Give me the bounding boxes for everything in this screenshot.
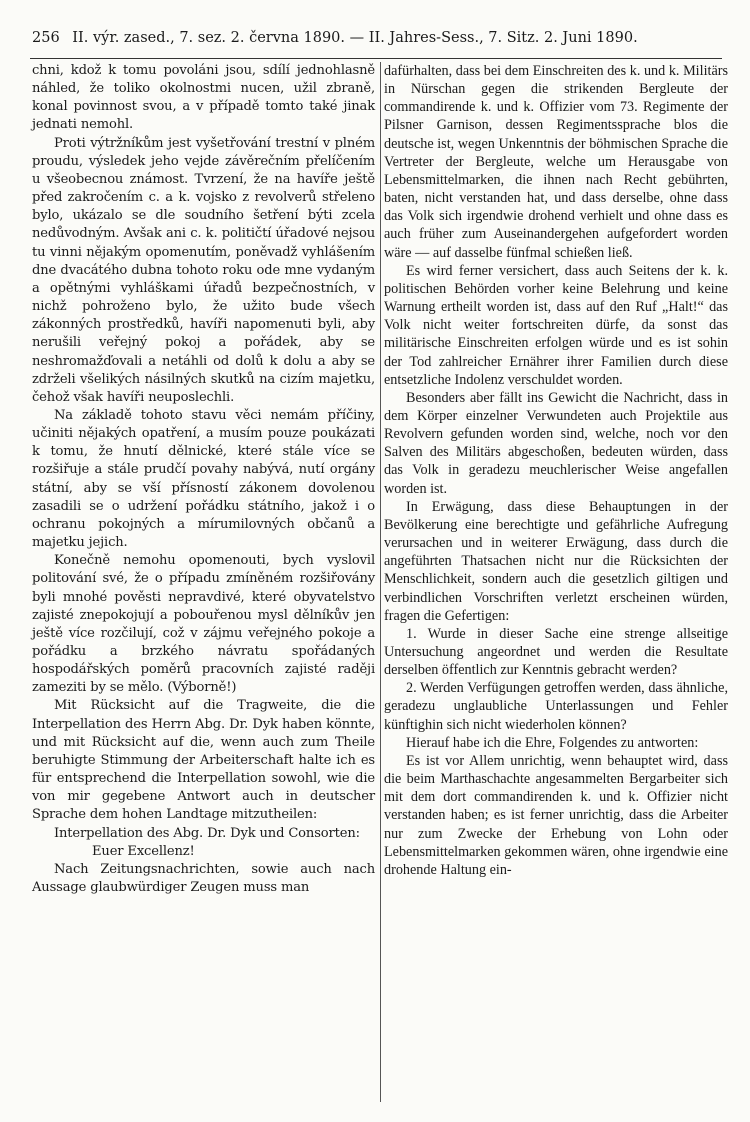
page-number: 256 [32,30,60,46]
left-paragraph: Konečně nemohu opomenouti, bych vyslovil politování své, že o případu zmíněném rozšiřovány byli mnohé pověsti nepravdivé, které obyvatelstvo zajisté znepokojují a pobouřenou mysl dělníkův jen ještě více rozčilují, což v zájmu veřejného pokoje a pořádku a brzkého návratu spořádaných hospodářských poměrů pracovních zajisté raději zameziti by se mělo. (Výborně!) [32,553,375,696]
right-paragraph: 2. Werden Verfügungen getroffen werden, dass ähnliche, geradezu unglaubliche Unterlassungen und Fehler künftighin sich nicht wiederholen können? [384,680,728,733]
left-paragraph: Proti výtržníkům jest vyšetřování trestní v plném proudu, výsledek jeho vejde závěrečním přelíčením u všeobecnou známost. Tvrzení, že na havíře ještě před zakročením c. a k. vojsko z revolverů střeleno bylo, ukázalo se dle soudního šetření býti zcela nedůvodným. Avšak ani c. k. političtí úřadové nejsou tu vinni nějakým opomenutím, poněvadž vyhlášením dne dvacátého dubna tohoto roku ode mne vydaným a opětnými vyhláškami úřadů bezpečnostních, v nichž pohroženo bylo, že užito bude všech zákonných prostředků, havíři napomenuti byli, aby nerušili veřejný pokoj a pořádek, aby se neshromažďovali a netáhli od dolů k dolu a aby se zdrželi všelikých násilných skutků na cizím majetku, čehož však havíři neuposlechli. [32,135,375,405]
column-divider [380,62,381,1102]
header-rule [30,58,722,59]
right-paragraph: Hierauf habe ich die Ehre, Folgendes zu antworten: [406,734,699,751]
right-paragraph: Es wird ferner versichert, dass auch Seitens der k. k. politischen Behörden vorher keine Belehrung und keine Warnung ertheilt worden ist, dass auf den Ruf „Halt!“ das Volk nicht weiter fortschreiten dürfe, da sonst das militärische Einschreiten erfolgen würde und es ist sohin der Tod zahlreicher Ernährer ihrer Familien durch diese entsetzliche Indolenz verschuldet worden. [384,262,728,388]
right-paragraph: dafürhalten, dass bei dem Einschreiten des k. und k. Militärs in Nürschan gegen die strikenden Bergleute der commandirende k. und k. Offizier vom 73. Regimente der Pilsner Garnison, dessen Regimentssprache blos die deutsche ist, wegen Unkenntnis der böhmischen Sprache die Vertreter der Bergleute, welche um Herausgabe von Lebensmittelmarken, die ihnen nach Recht gebührten, baten, nicht verstanden hat, und dass derselbe, ohne dass das Volk sich irgendwie drohend verhielt und ohne dass es auch früher zum Auseinandergehen aufgefordert worden wäre — auf dasselbe fünfmal schießen ließ. [384,63,728,261]
left-paragraph: chni, kdož k tomu povoláni jsou, sdílí jednohlasně náhled, že toliko okolnostmi nucen, užil zbraně, konal povinnost svou, a v případě tomto také jinak jednati nemohl. [32,63,375,133]
right-paragraph: 1. Wurde in dieser Sache eine strenge allseitige Untersuchung angeordnet und werden die Resultate derselben öffentlich zur Kenntnis gebracht werden? [384,625,728,679]
left-paragraph: Na základě tohoto stavu věci nemám příčiny, učiniti nějakých opatření, a musím pouze poukázati k tomu, že hnutí dělnické, které stále více se rozšiřuje a stále prudčí povahy nabývá, nutí orgány státní, aby se vší přísností zákonem dovolenou zasadili se o udržení pořádku státního, jakož i o ochranu pokojných a mírumilovných občanů a majetku jejich. [32,407,375,551]
left-column-czech [32,62,375,897]
right-paragraph: Besonders aber fällt ins Gewicht die Nachricht, dass in dem Körper einzelner Verwundeten auch Projektile aus Revolvern gefunden worden sind, welche, noch vor den Salven des Militärs abgeschoßen, bedeuten würden, dass das Volk in geradezu meuchlerischer Weise angefallen worden ist. [384,389,728,497]
header-title: II. výr. zased., 7. sez. 2. června 1890. — II. Jahres-Sess., 7. Sitz. 2. Juni 1890. [72,30,638,46]
left-paragraph: Nach Zeitungsnachrichten, sowie auch nach Aussage glaubwürdiger Zeugen muss man [32,861,375,896]
page-header [32,28,724,48]
right-paragraph: In Erwägung, dass diese Behauptungen in der Bevölkerung eine berechtigte und gefährliche Aufregung verursachen und in weiterer Erwägung, dass durch die angeführten Thatsachen nicht nur die Rücksichten der Menschlichkeit, sondern auch die gesetzlich giltigen und verbindlichen Vorschriften verletzt erscheinen würden, fragen die Gefertigen: [384,498,728,624]
right-paragraph: Es ist vor Allem unrichtig, wenn behauptet wird, dass die beim Marthaschachte angesammelten Bergarbeiter sich mit dem dort commandirenden k. und k. Offizier nicht verstanden haben; es ist ferner unrichtig, dass die Arbeiter nur zum Zwecke der Erhebung von Lohn oder Lebensmittelmarken gekommen wären, ohne irgendwie eine drohende Haltung ein- [384,752,728,878]
left-paragraph: Euer Excellenz! [92,843,195,859]
left-paragraph: Mit Rücksicht auf die Tragweite, die die Interpellation des Herrn Abg. Dr. Dyk haben könnte, und mit Rücksicht auf die, wenn auch zum Theile beruhigte Stimmung der Arbeiterschaft halte ich es für entsprechend die Interpellation sowohl, wie die von mir gegebene Antwort auch in deutscher Sprache dem hohen Landtage mitzutheilen: [32,698,375,823]
left-paragraph: Interpellation des Abg. Dr. Dyk und Consorten: [54,825,360,841]
right-column-german [384,62,728,879]
